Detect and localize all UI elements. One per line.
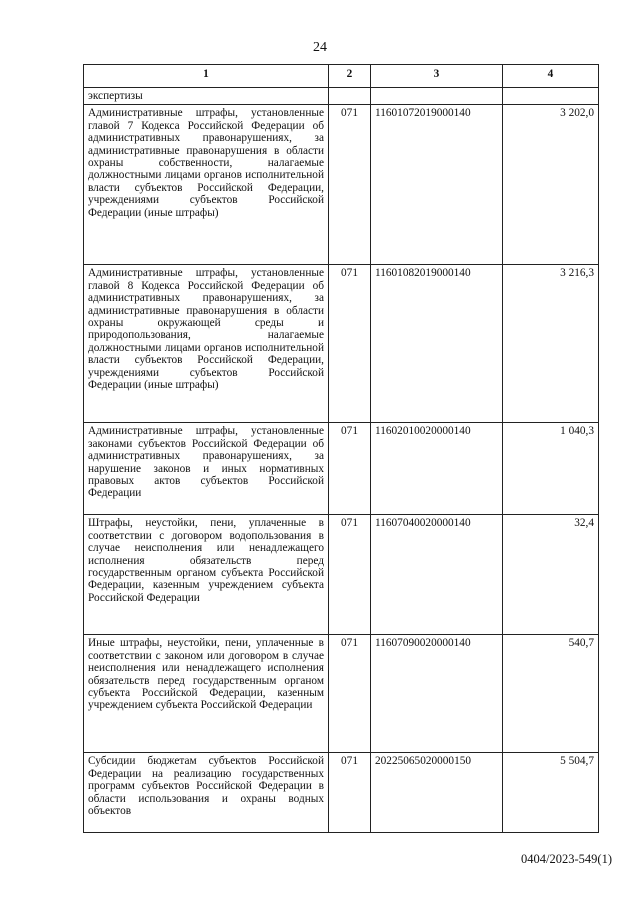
column-header: 3 <box>371 65 503 88</box>
table-row <box>84 265 599 423</box>
budget-code-cell: 11602010020000140 <box>371 423 503 515</box>
administrator-code-cell: 071 <box>329 753 371 833</box>
empty-cell <box>503 88 599 105</box>
budget-code-cell: 20225065020000150 <box>371 753 503 833</box>
amount-cell: 32,4 <box>503 515 599 635</box>
amount-cell: 1 040,3 <box>503 423 599 515</box>
revenue-name-cell: Административные штрафы, установленные законами субъектов Российской Федерации об административных правонарушениях, за нарушение законов и иных нормативных правовых актов субъектов Российской Федерации <box>84 423 329 515</box>
administrator-code-cell: 071 <box>329 265 371 423</box>
continuation-cell: экспертизы <box>84 88 329 105</box>
table-row <box>84 88 599 105</box>
table-row <box>84 423 599 515</box>
column-header: 2 <box>329 65 371 88</box>
administrator-code-cell: 071 <box>329 635 371 753</box>
budget-table <box>83 64 599 833</box>
budget-code-cell: 11607040020000140 <box>371 515 503 635</box>
revenue-name-cell: Административные штрафы, установленные главой 7 Кодекса Российской Федерации об административных правонарушениях, за административные правонарушения в области охраны собственности, налагаемые должностными лицами органов исполнительной власти субъектов Российской Федерации, учреждениями субъектов Российской Федерации (иные штрафы) <box>84 105 329 265</box>
administrator-code-cell: 071 <box>329 105 371 265</box>
column-header: 4 <box>503 65 599 88</box>
revenue-name-cell: Иные штрафы, неустойки, пени, уплаченные в соответствии с законом или договором в случае неисполнения или ненадлежащего исполнения обязательств перед государственным органом субъекта Российской Федерации, казенным учреждением субъекта Российской Федерации <box>84 635 329 753</box>
amount-cell: 540,7 <box>503 635 599 753</box>
empty-cell <box>371 88 503 105</box>
amount-cell: 5 504,7 <box>503 753 599 833</box>
header-row <box>84 65 599 88</box>
table-row <box>84 105 599 265</box>
column-header: 1 <box>84 65 329 88</box>
budget-code-cell: 11601072019000140 <box>371 105 503 265</box>
administrator-code-cell: 071 <box>329 515 371 635</box>
empty-cell <box>329 88 371 105</box>
revenue-name-cell: Субсидии бюджетам субъектов Российской Федерации на реализацию государственных программ субъектов Российской Федерации в области использования и охраны водных объектов <box>84 753 329 833</box>
administrator-code-cell: 071 <box>329 423 371 515</box>
table-row <box>84 753 599 833</box>
budget-code-cell: 11601082019000140 <box>371 265 503 423</box>
table-row <box>84 515 599 635</box>
budget-code-cell: 11607090020000140 <box>371 635 503 753</box>
amount-cell: 3 202,0 <box>503 105 599 265</box>
table-row <box>84 635 599 753</box>
document-reference: 0404/2023-549(1) <box>521 852 612 866</box>
amount-cell: 3 216,3 <box>503 265 599 423</box>
revenue-name-cell: Штрафы, неустойки, пени, уплаченные в соответствии с договором водопользования в случае неисполнения или ненадлежащего исполнения обязательств перед государственным органом субъекта Российской Федерации, казенным учреждением субъекта Российской Федерации <box>84 515 329 635</box>
page-number: 24 <box>313 40 327 55</box>
revenue-name-cell: Административные штрафы, установленные главой 8 Кодекса Российской Федерации об административных правонарушениях, за административные правонарушения в области охраны окружающей среды и природопользования, налагаемые должностными лицами органов исполнительной власти субъектов Российской Федерации, учреждениями субъектов Российской Федерации (иные штрафы) <box>84 265 329 423</box>
